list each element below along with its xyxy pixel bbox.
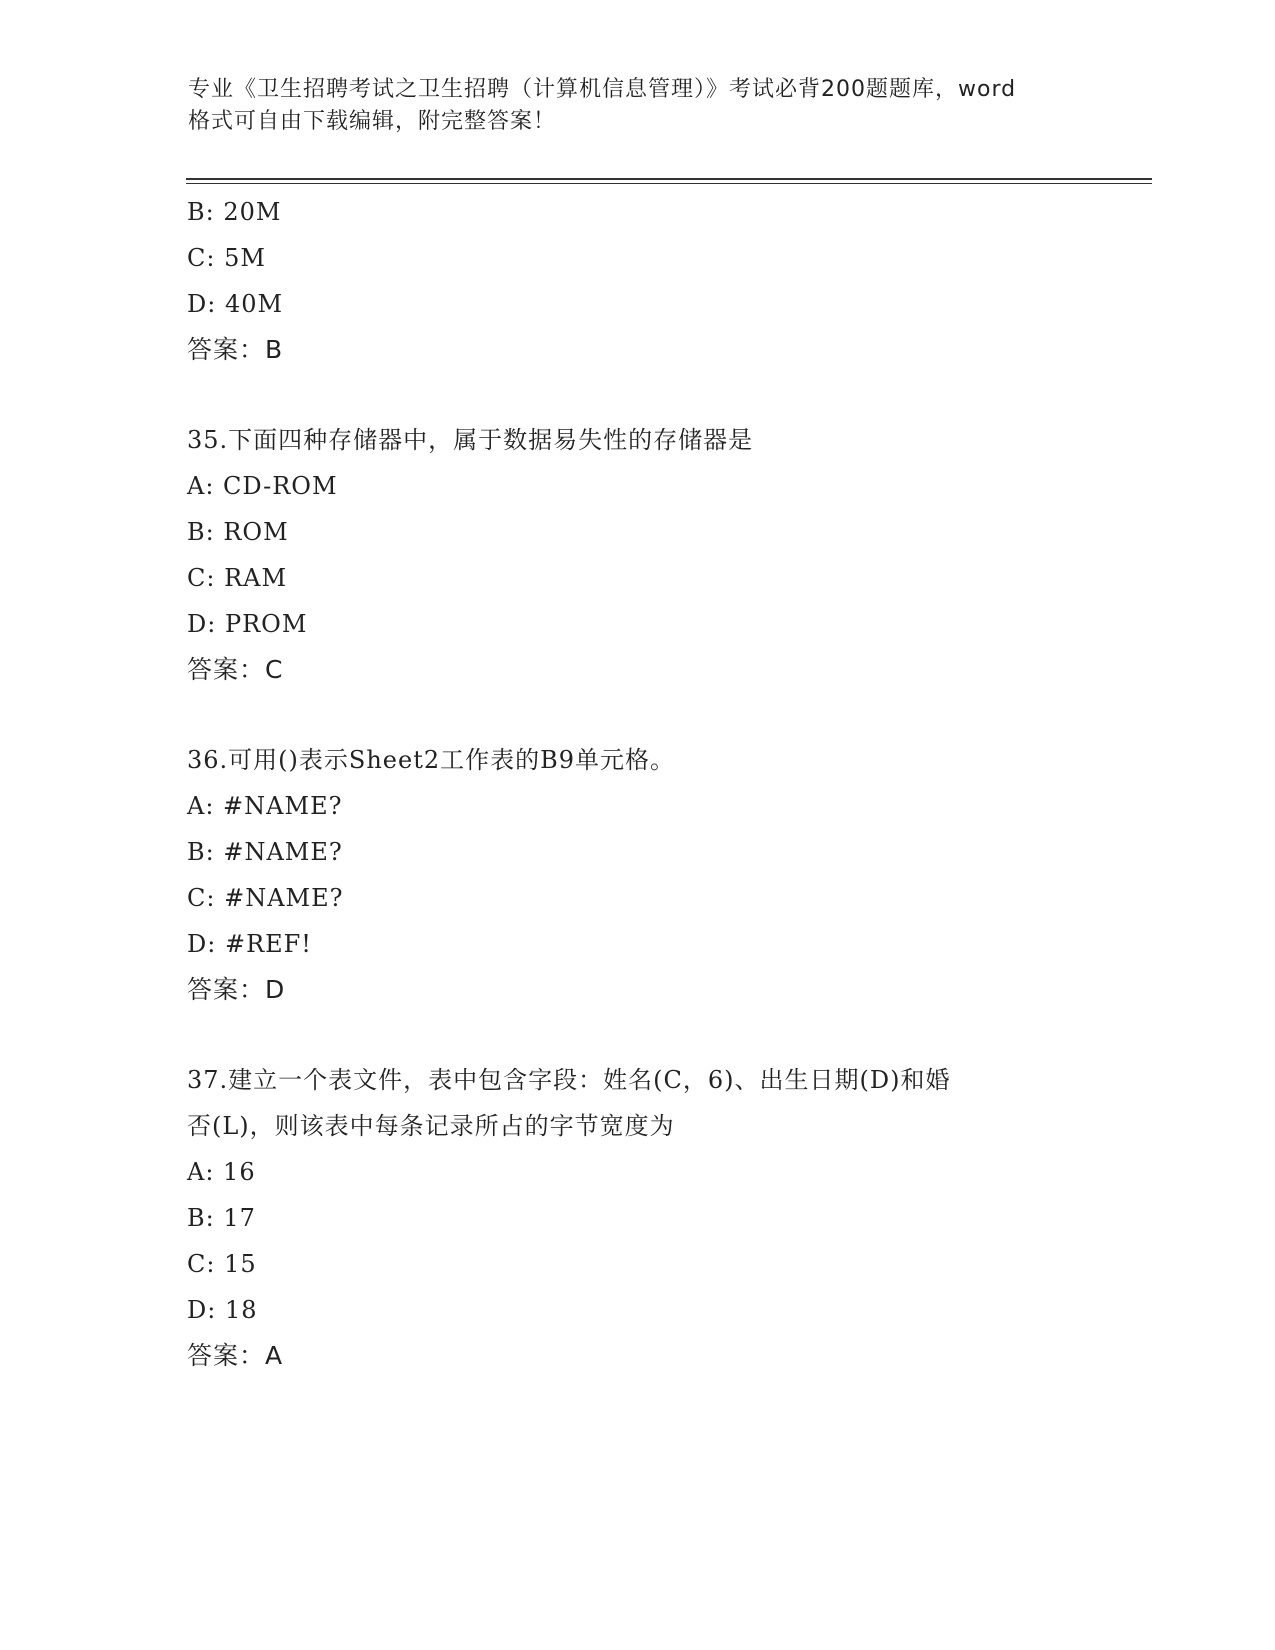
question-stem: 35.下面四种存储器中，属于数据易失性的存储器是 <box>187 426 754 454</box>
option-b: B: 20M <box>187 198 282 226</box>
question-stem-line-1: 37.建立一个表文件，表中包含字段：姓名(C，6)、出生日期(D)和婚 <box>187 1066 951 1094</box>
option-c: C: #NAME? <box>187 884 344 912</box>
option-a: A: CD-ROM <box>187 472 338 500</box>
question-block-36 <box>187 737 1087 1013</box>
option-a: A: 16 <box>187 1158 256 1186</box>
question-list <box>187 189 1087 1379</box>
header-title-line-2: 格式可自由下载编辑，附完整答案！ <box>188 109 557 134</box>
question-block-34 <box>187 189 1087 373</box>
option-d: D: #REF! <box>187 930 312 958</box>
option-b: B: 17 <box>187 1204 256 1232</box>
document-header <box>188 74 1088 138</box>
option-c: C: 15 <box>187 1250 257 1278</box>
answer-line: 答案：C <box>187 655 284 684</box>
option-c: C: 5M <box>187 244 266 272</box>
question-block-37 <box>187 1057 1087 1379</box>
answer-line: 答案：B <box>187 335 284 364</box>
option-d: D: 40M <box>187 290 284 318</box>
option-a: A: #NAME? <box>187 792 343 820</box>
option-d: D: 18 <box>187 1296 258 1324</box>
answer-line: 答案：A <box>187 1341 284 1370</box>
option-b: B: ROM <box>187 518 289 546</box>
question-block-35 <box>187 417 1087 693</box>
header-title-line-1: 专业《卫生招聘考试之卫生招聘（计算机信息管理）》考试必背200题题库，word <box>188 77 1017 102</box>
answer-line: 答案：D <box>187 975 286 1004</box>
header-divider-thick <box>186 178 1152 180</box>
header-divider-thin <box>186 183 1152 184</box>
question-stem: 36.可用()表示Sheet2工作表的B9单元格。 <box>187 746 676 774</box>
option-c: C: RAM <box>187 564 288 592</box>
option-d: D: PROM <box>187 610 308 638</box>
option-b: B: #NAME? <box>187 838 343 866</box>
question-stem-line-2: 否(L)，则该表中每条记录所占的字节宽度为 <box>187 1112 675 1140</box>
